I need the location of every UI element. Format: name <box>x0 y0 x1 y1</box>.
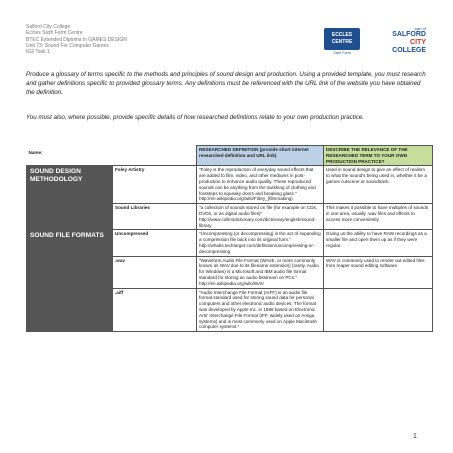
relevance-cell[interactable]: This makes it possible to have multiples of sounds in one area, usually .wav files and effects to access more conveniently <box>324 204 433 230</box>
definition-cell[interactable]: "Uncompressing (or decompressing) is the act of expanding a compression file back into its original form." http://whatis.techtarget.com/definition/uncompressing-or-decompressing <box>197 230 324 256</box>
relevance-cell[interactable]: Used in sound design to give an effect of realism to what the sound's being used in, whether it be a games cutscene or soundtrack. <box>324 166 433 204</box>
header-line: Unit 73: Sound For Computer Games <box>26 42 109 49</box>
relevance-cell[interactable]: WAV is commonly used to render out edited files from reaper sound editing software <box>324 256 433 288</box>
header-line: Salford City College <box>26 24 71 30</box>
section-title: SOUND DESIGN METHODOLOGY <box>27 166 113 230</box>
definition-cell[interactable]: "Audio Interchange File Format (AIFF) is an audio file format standard used for storing sound data for personal computers and other electronic audio devices. The format was developed by Apple Inc. in 1988 based on Electronic Arts' Interchange File Format (IFF, widely used on Amiga systems) and is most commonly used on Apple Macintosh computer systems." <box>197 288 324 332</box>
term-cell: .wav <box>113 256 197 288</box>
relevance-column-header: DESCRIBE THE RELEVANCE OF THE RESEARCHED TERM TO YOUR OWN PRODUCTION PRACTICE? <box>324 146 433 166</box>
term-cell: Uncompressed <box>113 230 197 256</box>
eccles-logo: ECCLES CENTRE Sixth Form <box>324 28 360 58</box>
instructions-paragraph-1: Produce a glossary of terms specific to the methods and principles of sound design and production. Using a provided template, you must research and gather definitions specific to provided glossary terms. Any definitions must be referenced with the URL link of the website you have obtained the definition. <box>26 71 426 96</box>
term-cell: Sound Libraries <box>113 204 197 230</box>
term-cell: .aiff <box>113 288 197 332</box>
header-line: Eccles Sixth Form Centre <box>26 30 83 37</box>
relevance-cell[interactable] <box>324 288 433 332</box>
definition-column-header: RESEARCHED DEFINITION (provide short internet researched definition and URL link) <box>197 146 324 166</box>
term-cell: Foley Artistry <box>113 166 197 204</box>
name-label[interactable]: Name: <box>28 149 43 155</box>
salford-college-logo: part of SALFORD CITY COLLEGE <box>392 26 426 54</box>
relevance-cell[interactable]: Giving us the ability to have RAW recordings as a smaller file and open them up as if they were regular <box>324 230 433 256</box>
page-number: 1 <box>413 433 417 440</box>
table-row <box>27 166 433 204</box>
header-line: IG2 Task 1 <box>26 49 50 56</box>
glossary-table <box>26 145 433 332</box>
table-header-row <box>27 146 433 166</box>
definition-cell[interactable]: "a collection of sounds stored on file (for example on CDs, DVDs, or as digital audio files)" http://www.collinsdictionary.com/dictionary/english/sound-library <box>197 204 324 230</box>
header-line: BTEC Extended Diploma in GAMES DESIGN <box>26 36 127 43</box>
document-header <box>26 24 127 55</box>
instructions-paragraph-2: You must also, where possible, provide specific details of how researched definitions relate to your own production practice. <box>26 114 365 121</box>
table-row <box>27 230 433 256</box>
definition-cell[interactable]: "Waveform Audio File Format (WAVE, or more commonly known as WAV due to its filename extension) (rarely, Audio for Windows) is a Microsoft and IBM audio file format standard for storing an audio bitstream on PCs." http://en.wikipedia.org/wiki/WAV <box>197 256 324 288</box>
section-title: SOUND FILE FORMATS <box>27 230 113 332</box>
definition-cell[interactable]: "Foley is the reproduction of everyday sound effects that are added to film, video, and other mediums in post-production to enhance audio quality. These reproduced sounds can be anything from the swishing of clothing and footsteps to squeaky doors and breaking glass." http://en.wikipedia.org/wiki/Foley_(filmmaking) <box>197 166 324 204</box>
